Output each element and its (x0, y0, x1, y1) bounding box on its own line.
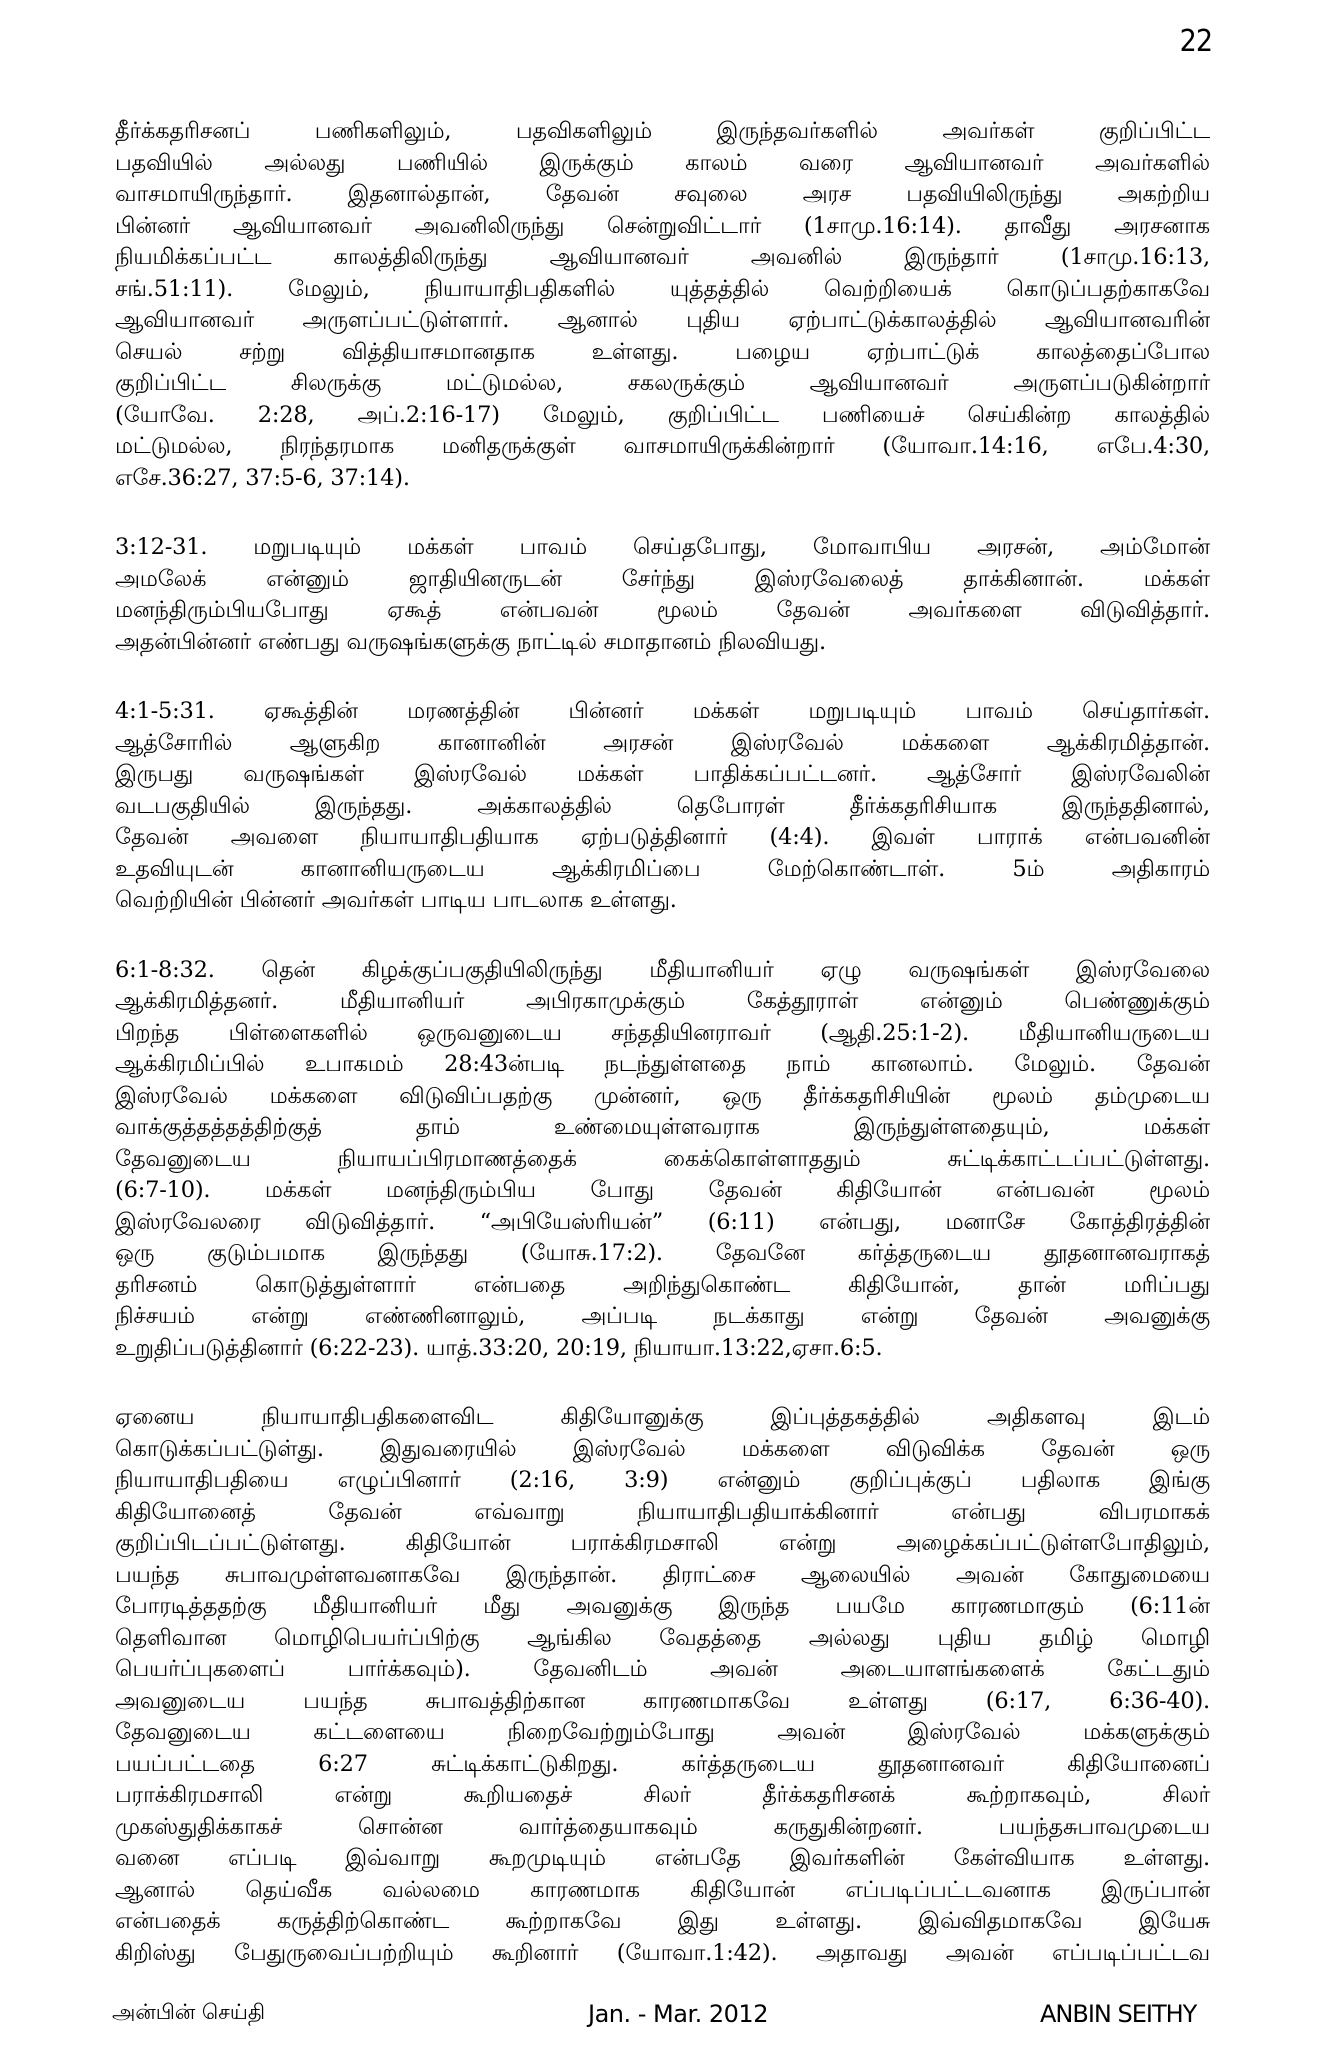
text-line: உதவியுடன் கானானியருடைய ஆக்கிரமிப்பை மேற்கொண்டாள். 5ம் அதிகாரம் (115, 855, 1210, 882)
text-line: ஏனைய நியாயாதிபதிகளைவிட கிதியோனுக்கு இப்புத்தகத்தில் அதிகளவு இடம் (115, 1404, 1210, 1430)
text-line: உறுதிப்படுத்தினார் (6:22-23). யாத்.33:20, 20:19, நியாயா.13:22,ஏசா.6:5. (115, 1334, 883, 1361)
text-line: தீர்க்கதரிசனப் பணிகளிலும், பதவிகளிலும் இருந்தவர்களில் அவர்கள் குறிப்பிட்ட (115, 118, 1210, 144)
text-line: தேவன் அவளை நியாயாதிபதியாக ஏற்படுத்தினார் (4:4). இவள் பாராக் என்பவனின் (115, 824, 1210, 850)
text-line: 3:12-31. மறுபடியும் மக்கள் பாவம் செய்தபோது, மோவாபிய அரசன், அம்மோன் (115, 534, 1210, 560)
text-line: எசே.36:27, 37:5-6, 37:14). (115, 464, 410, 491)
text-line: வாக்குத்தத்தத்திற்குத் தாம் உண்மையுள்ளவராக இருந்துள்ளதையும், மக்கள் (115, 1114, 1210, 1140)
text-line: அமலேக் என்னும் ஜாதியினருடன் சேர்ந்து இஸ்ரவேலைத் தாக்கினான். மக்கள் (115, 565, 1210, 592)
text-line: மட்டுமல்ல, நிரந்தரமாக மனிதருக்குள் வாசமாயிருக்கின்றார் (யோவா.14:16, எபே.4:30, (115, 433, 1210, 459)
text-line: தெளிவான மொழிபெயர்ப்பிற்கு ஆங்கில வேதத்தை அல்லது புதிய தமிழ் மொழி (115, 1624, 1210, 1651)
text-line: தேவனுடைய நியாயப்பிரமாணத்தைக் கைக்கொள்ளாததும் சுட்டிக்காட்டப்பட்டுள்ளது. (115, 1145, 1210, 1172)
text-line: (யோவே. 2:28, அப்.2:16-17) மேலும், குறிப்பிட்ட பணியைச் செய்கின்ற காலத்தில் (115, 401, 1210, 428)
text-line: 6:1-8:32. தென் கிழக்குப்பகுதியிலிருந்து மீதியானியர் ஏழு வருஷங்கள் இஸ்ரவேலை (115, 956, 1210, 983)
page-number: 22 (1179, 24, 1212, 59)
text-line: கொடுக்கப்பட்டுள்து. இதுவரையில் இஸ்ரவேல் மக்களை விடுவிக்க தேவன் ஒரு (115, 1435, 1210, 1462)
text-line: என்பதைக் கருத்திற்கொண்ட கூற்றாகவே இது உள்ளது. இவ்விதமாகவே இயேசு (115, 1908, 1210, 1934)
text-line: ஆனால் தெய்வீக வல்லமை காரணமாக கிதியோன் எப்படிப்பட்டவனாக இருப்பான் (115, 1876, 1210, 1903)
text-line: வனை எப்படி இவ்வாறு கூறமுடியும் என்பதே இவர்களின் கேள்வியாக உள்ளது. (115, 1845, 1210, 1871)
text-line: கிறிஸ்து பேதுருவைப்பற்றியும் கூறினார் (யோவா.1:42). அதாவது அவன் எப்படிப்பட்டவ (115, 1939, 1210, 1966)
text-line: பிறந்த பிள்ளைகளில் ஒருவனுடைய சந்ததியினராவர் (ஆதி.25:1-2). மீதியானியருடைய (115, 1019, 1210, 1046)
text-line: தேவனுடைய கட்டளையை நிறைவேற்றும்போது அவன் இஸ்ரவேல் மக்களுக்கும் (115, 1719, 1210, 1745)
text-line: தரிசனம் கொடுத்துள்ளார் என்பதை அறிந்துகொண்ட கிதியோன், தான் மரிப்பது (115, 1271, 1210, 1298)
text-line: ஒரு குடும்பமாக இருந்தது (யோசு.17:2). தேவனே கர்த்தருடைய தூதனானவராகத் (115, 1240, 1210, 1266)
text-line: ஆக்கிரமிப்பில் உபாகமம் 28:43ன்படி நடந்துள்ளதை நாம் கானலாம். மேலும். தேவன் (115, 1051, 1210, 1077)
text-line: பின்னர் ஆவியானவர் அவனிலிருந்து சென்றுவிட்டார் (1சாமு.16:14). தாவீது அரசனாக (115, 212, 1210, 239)
text-line: அவனுடைய பயந்த சுபாவத்திற்கான காரணமாகவே உள்ளது (6:17, 6:36-40). (115, 1687, 1210, 1714)
text-line: ஆத்சோரில் ஆளுகிற கானானின் அரசன் இஸ்ரவேல் மக்களை ஆக்கிரமித்தான். (115, 729, 1210, 756)
text-line: சங்.51:11). மேலும், நியாயாதிபதிகளில் யுத்தத்தில் வெற்றியைக் கொடுப்பதற்காகவே (115, 275, 1210, 302)
paragraph (115, 696, 1210, 917)
text-line: போரடித்ததற்கு மீதியானியர் மீது அவனுக்கு இருந்த பயமே காரணமாகும் (6:11ன் (115, 1593, 1210, 1619)
paragraph (115, 532, 1210, 658)
text-line: பராக்கிரமசாலி என்று கூறியதைச் சிலர் தீர்க்கதரிசனக் கூற்றாகவும், சிலர் (115, 1782, 1210, 1808)
text-line: பயந்த சுபாவமுள்ளவனாகவே இருந்தான். திராட்சை ஆலையில் அவன் கோதுமையை (115, 1561, 1210, 1588)
text-line: பயப்பட்டதை 6:27 சுட்டிக்காட்டுகிறது. கர்த்தருடைய தூதனானவர் கிதியோனைப் (115, 1750, 1210, 1777)
text-line: செயல் சற்று வித்தியாசமானதாக உள்ளது. பழைய ஏற்பாட்டுக் காலத்தைப்போல (115, 338, 1210, 365)
text-line: இஸ்ரவேல் மக்களை விடுவிப்பதற்கு முன்னர், ஒரு தீர்க்கதரிசியின் மூலம் தம்முடைய (115, 1082, 1210, 1109)
text-line: (6:7-10). மக்கள் மனந்திரும்பிய போது தேவன் கிதியோன் என்பவன் மூலம் (115, 1177, 1210, 1203)
footer-publication-title-tamil: அன்பின் செய்தி (112, 2000, 266, 2024)
paragraph (115, 116, 1210, 494)
body-text (115, 116, 1210, 2007)
text-line: நியாயாதிபதியை எழுப்பினார் (2:16, 3:9) என்னும் குறிப்புக்குப் பதிலாக இங்கு (115, 1467, 1210, 1493)
text-line: ஆக்கிரமித்தனர். மீதியானியர் அபிரகாமுக்கும் கேத்தூராள் என்னும் பெண்ணுக்கும் (115, 988, 1210, 1014)
text-line: கிதியோனைத் தேவன் எவ்வாறு நியாயாதிபதியாக்கினார் என்பது விபரமாகக் (115, 1498, 1210, 1525)
text-line: வாசமாயிருந்தார். இதனால்தான், தேவன் சவுலை அரச பதவியிலிருந்து அகற்றிய (115, 181, 1210, 207)
paragraph (115, 1402, 1210, 1969)
text-line: குறிப்பிடப்பட்டுள்ளது. கிதியோன் பராக்கிரமசாலி என்று அழைக்கப்பட்டுள்ளபோதிலும், (115, 1530, 1210, 1556)
text-line: பெயர்ப்புகளைப் பார்க்கவும்). தேவனிடம் அவன் அடையாளங்களைக் கேட்டதும் (115, 1656, 1210, 1682)
text-line: ஆவியானவர் அருளப்பட்டுள்ளார். ஆனால் புதிய ஏற்பாட்டுக்காலத்தில் ஆவியானவரின் (115, 307, 1210, 333)
text-line: நிச்சயம் என்று எண்ணினாலும், அப்படி நடக்காது என்று தேவன் அவனுக்கு (115, 1303, 1210, 1329)
text-line: இஸ்ரவேலரை விடுவித்தார். “அபியேஸ்ரியன்” (6:11) என்பது, மனாசே கோத்திரத்தின் (115, 1208, 1210, 1235)
text-line: இருபது வருஷங்கள் இஸ்ரவேல் மக்கள் பாதிக்கப்பட்டனர். ஆத்சோர் இஸ்ரவேலின் (115, 761, 1210, 787)
text-line: நியமிக்கப்பட்ட காலத்திலிருந்து ஆவியானவர் அவனில் இருந்தார் (1சாமு.16:13, (115, 244, 1210, 270)
text-line: அதன்பின்னர் எண்பது வருஷங்களுக்கு நாட்டில் சமாதானம் நிலவியது. (115, 628, 826, 655)
text-line: வெற்றியின் பின்னர் அவர்கள் பாடிய பாடலாக உள்ளது. (115, 887, 677, 913)
text-line: 4:1-5:31. ஏகூத்தின் மரணத்தின் பின்னர் மக்கள் மறுபடியும் பாவம் செய்தார்கள். (115, 698, 1210, 724)
text-line: பதவியில் அல்லது பணியில் இருக்கும் காலம் வரை ஆவியானவர் அவர்களில் (115, 149, 1210, 176)
paragraph (115, 955, 1210, 1365)
footer-issue-date: Jan. - Mar. 2012 (588, 2000, 768, 2028)
text-line: குறிப்பிட்ட சிலருக்கு மட்டுமல்ல, சகலருக்கும் ஆவியானவர் அருளப்படுகின்றார் (115, 370, 1210, 396)
footer-publication-title-english: ANBIN SEITHY (1040, 2000, 1197, 2028)
text-line: மனந்திரும்பியபோது ஏகூத் என்பவன் மூலம் தேவன் அவர்களை விடுவித்தார். (115, 597, 1210, 623)
text-line: முகஸ்துதிக்காகச் சொன்ன வார்த்தையாகவும் கருதுகின்றனர். பயந்தசுபாவமுடைய (115, 1813, 1210, 1840)
page-footer (0, 2000, 1330, 2040)
text-line: வடபகுதியில் இருந்தது. அக்காலத்தில் தெபோரள் தீர்க்கதரிசியாக இருந்ததினால், (115, 792, 1210, 819)
